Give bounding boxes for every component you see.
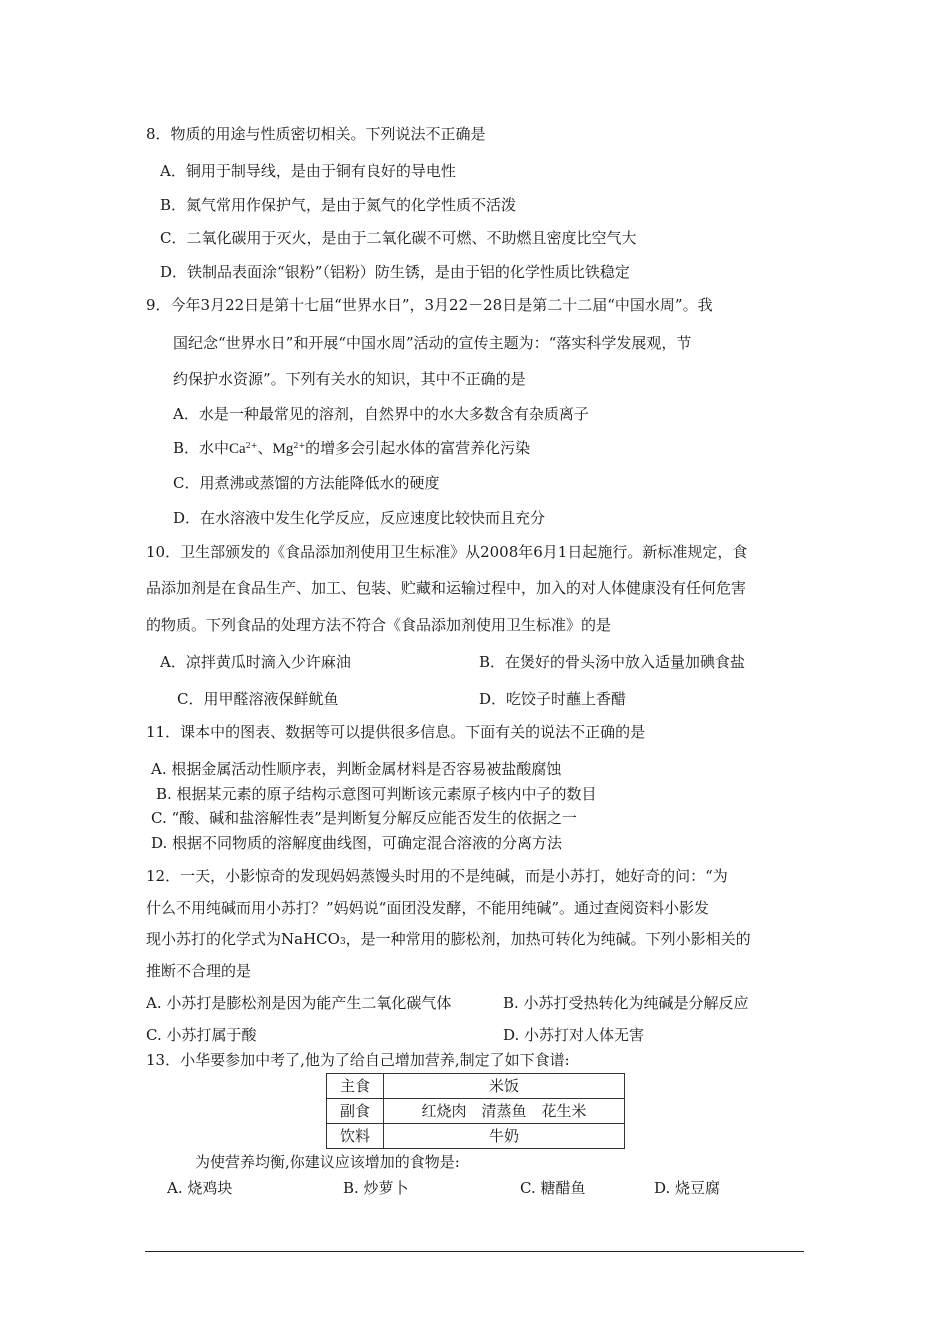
q13-option-a: A. 烧鸡块 [167, 1179, 233, 1197]
q12-option-a: A. 小苏打是膨松剂是因为能产生二氧化碳气体 [146, 994, 452, 1012]
q11-option-b: B. 根据某元素的原子结构示意图可判断该元素原子核内中子的数目 [156, 785, 597, 803]
q11-stem: 11．课本中的图表、数据等可以提供很多信息。下面有关的说法不正确的是 [146, 723, 646, 741]
q9-stem-line-2: 国纪念“世界水日”和开展“中国水周”活动的宣传主题为：“落实科学发展观，节 [173, 334, 692, 352]
q9-option-a: A．水是一种最常见的溶剂，自然界中的水大多数含有杂质离子 [173, 405, 589, 423]
q12-stem-line-1: 12．一天，小影惊奇的发现妈妈蒸馒头时用的不是纯碱，而是小苏打，她好奇的问：“为 [146, 867, 728, 885]
q9-option-c: C．用煮沸或蒸馏的方法能降低水的硬度 [173, 474, 440, 492]
q12-stem-line-4: 推断不合理的是 [146, 962, 252, 980]
menu-value: 牛奶 [384, 1124, 625, 1149]
menu-value: 米饭 [384, 1074, 625, 1099]
menu-table [326, 1073, 625, 1149]
table-row [327, 1099, 625, 1124]
q9-option-d: D．在水溶液中发生化学反应，反应速度比较快而且充分 [173, 509, 546, 527]
q12-stem-line-3: 现小苏打的化学式为NaHCO$_3$，是一种常用的膨松剂，加热可转化为纯碱。下列小影相关的 [146, 930, 751, 948]
q10-option-d: D．吃饺子时蘸上香醋 [479, 690, 627, 708]
q9-stem-line-3: 约保护水资源”。下列有关水的知识，其中不正确的是 [173, 370, 526, 388]
menu-key: 副食 [327, 1099, 384, 1124]
q8-option-c: C．二氧化碳用于灭火，是由于二氧化碳不可燃、不助燃且密度比空气大 [160, 229, 637, 247]
q13-option-c: C. 糖醋鱼 [520, 1179, 586, 1197]
q11-option-a: A. 根据金属活动性顺序表，判断金属材料是否容易被盐酸腐蚀 [151, 760, 562, 778]
q10-stem-line-1: 10．卫生部颁发的《食品添加剂使用卫生标准》从2008年6月1日起施行。新标准规定，食 [146, 543, 748, 561]
q9-option-b: B．水中$Ca^{2+}$、$Mg^{2+}$的增多会引起水体的富营养化污染 [173, 439, 531, 457]
q13-option-b: B. 炒萝卜 [343, 1179, 409, 1197]
q8-option-d: D．铁制品表面涂“银粉”（铝粉）防生锈，是由于铝的化学性质比铁稳定 [160, 263, 630, 281]
footer-divider [145, 1251, 804, 1252]
q10-option-b: B．在煲好的骨头汤中放入适量加碘食盐 [479, 653, 746, 671]
q11-option-d: D. 根据不同物质的溶解度曲线图，可确定混合溶液的分离方法 [151, 834, 563, 852]
q10-option-a: A．凉拌黄瓜时滴入少许麻油 [160, 653, 351, 671]
q8-option-a: A．铜用于制导线，是由于铜有良好的导电性 [160, 162, 456, 180]
menu-key: 主食 [327, 1074, 384, 1099]
q8-stem: 8．物质的用途与性质密切相关。下列说法不正确是 [146, 125, 486, 143]
table-row [327, 1124, 625, 1149]
q12-stem-line-2: 什么不用纯碱而用小苏打？”妈妈说“面团没发酵，不能用纯碱”。通过查阅资料小影发 [146, 899, 710, 917]
q13-stem: 13．小华要参加中考了,他为了给自己增加营养,制定了如下食谱: [146, 1051, 570, 1069]
q12-option-d: D. 小苏打对人体无害 [503, 1026, 645, 1044]
q12-option-c: C. 小苏打属于酸 [146, 1026, 257, 1044]
q10-option-c: C．用甲醛溶液保鲜鱿鱼 [177, 690, 339, 708]
q13-option-d: D. 烧豆腐 [654, 1179, 721, 1197]
q10-stem-line-3: 的物质。下列食品的处理方法不符合《食品添加剂使用卫生标准》的是 [146, 616, 612, 634]
q12-option-b: B. 小苏打受热转化为纯碱是分解反应 [503, 994, 749, 1012]
table-row [327, 1074, 625, 1099]
q8-option-b: B．氮气常用作保护气，是由于氮气的化学性质不活泼 [160, 196, 517, 214]
menu-value: 红烧肉 清蒸鱼 花生米 [384, 1099, 625, 1124]
menu-key: 饮料 [327, 1124, 384, 1149]
q10-stem-line-2: 品添加剂是在食品生产、加工、包装、贮藏和运输过程中，加入的对人体健康没有任何危害 [146, 579, 747, 597]
q11-option-c: C. “酸、碱和盐溶解性表”是判断复分解反应能否发生的依据之一 [151, 809, 577, 827]
q9-stem-line-1: 9．今年3月22日是第十七届“世界水日”，3月22－28日是第二十二届“中国水周”。我 [146, 296, 713, 314]
q13-prompt: 为使营养均衡,你建议应该增加的食物是: [195, 1153, 460, 1171]
